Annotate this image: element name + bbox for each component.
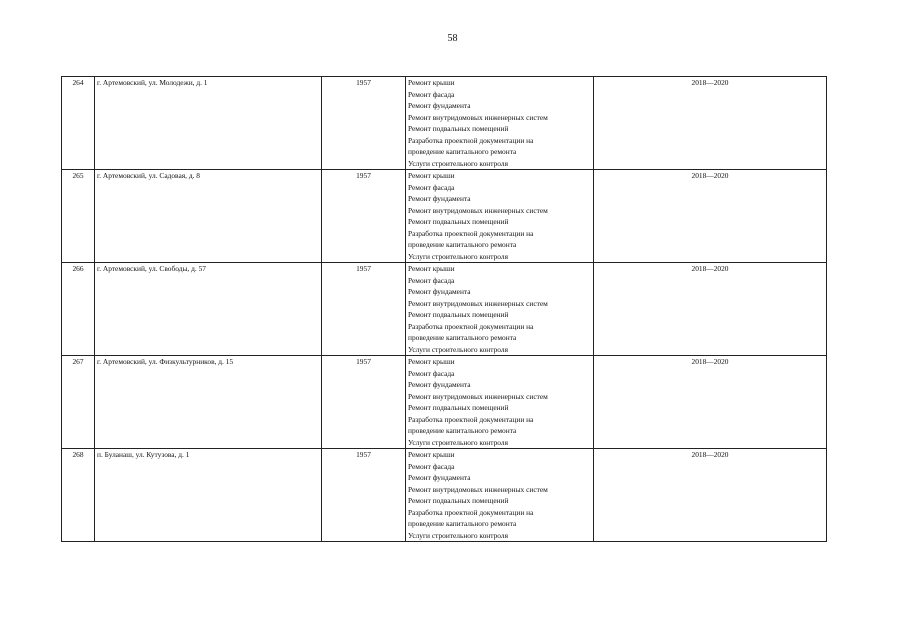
repair-period: 2018—2020 xyxy=(594,263,827,356)
repair-work-item: Ремонт подвальных помещений xyxy=(408,496,509,505)
repair-work-item: Ремонт фундамента xyxy=(408,380,471,389)
repair-work-item: Ремонт крыши xyxy=(408,264,455,273)
build-year: 1957 xyxy=(322,263,406,356)
building-address: г. Артемовский, ул. Свободы, д. 57 xyxy=(95,263,322,356)
repair-work-item: Ремонт внутридомовых инженерных систем xyxy=(408,298,548,308)
repair-work-item: проведение капитального ремонта xyxy=(408,426,517,435)
repair-work-item: Ремонт фасада xyxy=(408,89,455,99)
repair-work-item: Ремонт фундамента xyxy=(408,194,471,203)
repair-work-item: Услуги строительного контроля xyxy=(408,530,508,540)
repair-works xyxy=(406,170,594,263)
repair-work-item: Ремонт фасада xyxy=(408,182,455,192)
table-row xyxy=(62,449,827,542)
table-row xyxy=(62,356,827,449)
row-number: 268 xyxy=(62,449,95,542)
repair-work-item: Ремонт фундамента xyxy=(408,101,471,110)
repair-work-item: Ремонт фасада xyxy=(408,368,455,378)
buildings-repair-table xyxy=(61,76,827,542)
repair-work-item: Услуги строительного контроля xyxy=(408,158,508,168)
repair-work-item: Разработка проектной документации на xyxy=(408,135,534,145)
table-body xyxy=(62,77,827,542)
repair-work-item: Ремонт внутридомовых инженерных систем xyxy=(408,112,548,122)
repair-period: 2018—2020 xyxy=(594,449,827,542)
building-address: г. Артемовский, ул. Молодежи, д. 1 xyxy=(95,77,322,170)
build-year: 1957 xyxy=(322,170,406,263)
row-number: 267 xyxy=(62,356,95,449)
build-year: 1957 xyxy=(322,356,406,449)
building-address: п. Буланаш, ул. Кутузова, д. 1 xyxy=(95,449,322,542)
repair-work-item: Ремонт фасада xyxy=(408,461,455,471)
repair-work-item: Ремонт внутридомовых инженерных систем xyxy=(408,205,548,215)
repair-work-item: Ремонт крыши xyxy=(408,357,455,366)
repair-period: 2018—2020 xyxy=(594,356,827,449)
row-number: 264 xyxy=(62,77,95,170)
repair-work-item: Ремонт крыши xyxy=(408,78,455,87)
row-number: 266 xyxy=(62,263,95,356)
repair-period: 2018—2020 xyxy=(594,170,827,263)
repair-work-item: Ремонт подвальных помещений xyxy=(408,403,509,412)
building-address: г. Артемовский, ул. Садовая, д. 8 xyxy=(95,170,322,263)
repair-work-item: Услуги строительного контроля xyxy=(408,251,508,261)
repair-work-item: Ремонт внутридомовых инженерных систем xyxy=(408,391,548,401)
row-number: 265 xyxy=(62,170,95,263)
repair-works xyxy=(406,263,594,356)
repair-work-item: Ремонт фундамента xyxy=(408,473,471,482)
repair-work-item: проведение капитального ремонта xyxy=(408,519,517,528)
repair-work-item: проведение капитального ремонта xyxy=(408,333,517,342)
build-year: 1957 xyxy=(322,449,406,542)
build-year: 1957 xyxy=(322,77,406,170)
repair-work-item: проведение капитального ремонта xyxy=(408,240,517,249)
repair-works xyxy=(406,77,594,170)
table-row xyxy=(62,170,827,263)
repair-work-item: Услуги строительного контроля xyxy=(408,437,508,447)
repair-work-item: Ремонт подвальных помещений xyxy=(408,310,509,319)
table-row xyxy=(62,263,827,356)
repair-work-item: проведение капитального ремонта xyxy=(408,147,517,156)
repair-work-item: Услуги строительного контроля xyxy=(408,344,508,354)
repair-work-item: Ремонт подвальных помещений xyxy=(408,124,509,133)
repair-work-item: Разработка проектной документации на xyxy=(408,414,534,424)
repair-period: 2018—2020 xyxy=(594,77,827,170)
repair-works xyxy=(406,356,594,449)
repair-work-item: Ремонт крыши xyxy=(408,171,455,180)
repair-work-item: Ремонт фундамента xyxy=(408,287,471,296)
page-number: 58 xyxy=(447,33,458,44)
building-address: г. Артемовский, ул. Физкультурников, д. 15 xyxy=(95,356,322,449)
repair-works xyxy=(406,449,594,542)
repair-work-item: Ремонт внутридомовых инженерных систем xyxy=(408,484,548,494)
repair-work-item: Ремонт крыши xyxy=(408,450,455,459)
repair-work-item: Разработка проектной документации на xyxy=(408,228,534,238)
repair-work-item: Разработка проектной документации на xyxy=(408,321,534,331)
repair-work-item: Ремонт подвальных помещений xyxy=(408,217,509,226)
repair-work-item: Разработка проектной документации на xyxy=(408,507,534,517)
repair-work-item: Ремонт фасада xyxy=(408,275,455,285)
table-row xyxy=(62,77,827,170)
